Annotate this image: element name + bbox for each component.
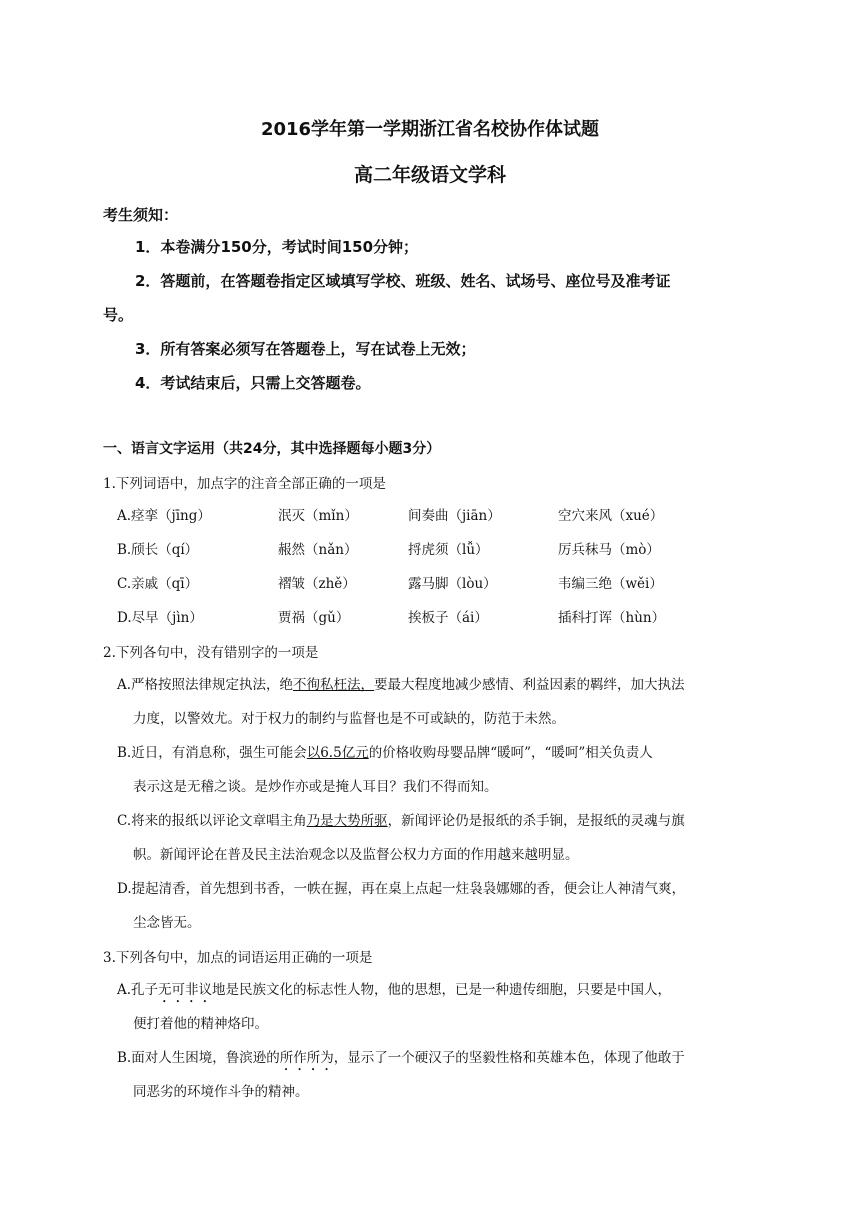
q2-c-text-cont: 帜。新闻评论在普及民主法治观念以及监督公权力方面的作用越来越明显。 (133, 847, 579, 863)
q2-option-d (117, 872, 762, 940)
q2-option-b (117, 736, 762, 804)
q3-a-text: 地是民族文化的标志性人物，他的思想，已是一种遗传细胞，只要是中国人， (212, 982, 672, 998)
q2-b-text: 的价格收购母婴品牌“暖呵”，“暖呵”相关负责人 (368, 745, 653, 761)
question-2-stem: 2.下列各句中，没有错别字的一项是 (103, 645, 319, 661)
question-1-stem: 1.下列词语中，加点字的注音全部正确的一项是 (103, 476, 386, 492)
q1-option: 泯灭（mǐn） (278, 508, 358, 524)
q1-option: 赧然（nǎn） (278, 542, 358, 558)
q2-a-text: A.严格按照法律规定执法，绝 (117, 677, 294, 693)
q2-a-underlined: 不徇私枉法， (293, 677, 375, 693)
notice-item-1: 1．本卷满分150分，考试时间150分钟； (135, 238, 419, 256)
q1-option: 露马脚（lòu） (408, 576, 497, 592)
q2-d-text-cont: 尘念皆无。 (133, 915, 201, 931)
notice-item-3: 3．所有答案必须写在答题卷上，写在试卷上无效； (135, 340, 476, 358)
q3-a-text: A.孔子 (117, 982, 159, 998)
q2-c-underlined: 乃是大势所驱 (306, 813, 388, 829)
q1-option: 韦编三绝（wěi） (558, 576, 663, 592)
q1-option: 挨板子（ái） (408, 610, 488, 626)
notice-item-4: 4．考试结束后，只需上交答题卷。 (135, 374, 371, 392)
q1-option: 间奏曲（jiān） (408, 508, 501, 524)
q2-option-a (117, 668, 762, 736)
q1-option: B.颀长（qí） (117, 542, 199, 558)
q3-option-a (117, 973, 762, 1041)
q2-b-text-cont: 表示这是无稽之谈。是炒作亦或是掩人耳目？我们不得而知。 (133, 779, 498, 795)
q2-b-text: B.近日，有消息称，强生可能会 (117, 745, 307, 761)
q1-option: A.痉挛（jīng） (117, 508, 211, 524)
q3-b-dotted-word: 所作所为 (279, 1050, 334, 1066)
q2-a-text-cont: 力度，以警效尤。对于权力的制约与监督也是不可或缺的，防范于未然。 (133, 711, 565, 727)
q2-d-text: D.提起清香，首先想到书香，一帙在握，再在桌上点起一炷袅袅娜娜的香，便会让人神清气爽， (117, 881, 686, 897)
q3-b-text: ，显示了一个硬汉子的坚毅性格和英雄本色，体现了他敢于 (333, 1050, 685, 1066)
q1-option: 空穴来风（xué） (558, 508, 664, 524)
exam-subtitle: 高二年级语文学科 (353, 164, 506, 186)
notice-item-2: 2．答题前，在答题卷指定区域填写学校、班级、姓名、试场号、座位号及准考证 (135, 272, 671, 290)
q1-option: 厉兵秣马（mò） (558, 542, 660, 558)
q1-option: 插科打诨（hùn） (558, 610, 666, 626)
q2-a-text: 要最大程度地减少感情、利益因素的羁绊，加大执法 (374, 677, 685, 693)
section-heading: 一、语言文字运用（共24分，其中选择题每小题3分） (103, 441, 441, 457)
q1-option: 捋虎须（lǚ） (408, 542, 489, 558)
q1-option: C.亲戚（qī） (117, 576, 199, 592)
q2-c-text: C.将来的报纸以评论文章唱主角 (117, 813, 307, 829)
q1-option: D.尽早（jìn） (117, 610, 203, 626)
q3-a-dotted-word: 无可非议 (158, 982, 213, 998)
notice-label: 考生须知： (103, 206, 179, 224)
notice-item-2-cont: 号。 (103, 306, 134, 324)
q3-option-b (117, 1041, 762, 1109)
exam-title: 2016学年第一学期浙江省名校协作体试题 (260, 119, 600, 140)
q2-option-c (117, 804, 762, 872)
q3-b-text-cont: 同恶劣的环境作斗争的精神。 (133, 1084, 309, 1100)
q2-b-underlined: 以6.5亿元 (306, 745, 369, 761)
q1-option: 褶皱（zhě） (278, 576, 356, 592)
q3-a-text-cont: 便打着他的精神烙印。 (133, 1016, 268, 1032)
q3-b-text: B.面对人生困境，鲁滨逊的 (117, 1050, 280, 1066)
question-3-stem: 3.下列各句中，加点的词语运用正确的一项是 (103, 950, 373, 966)
q2-c-text: ，新闻评论仍是报纸的杀手锏，是报纸的灵魂与旗 (387, 813, 685, 829)
q1-option: 贾祸（gǔ） (278, 610, 350, 626)
